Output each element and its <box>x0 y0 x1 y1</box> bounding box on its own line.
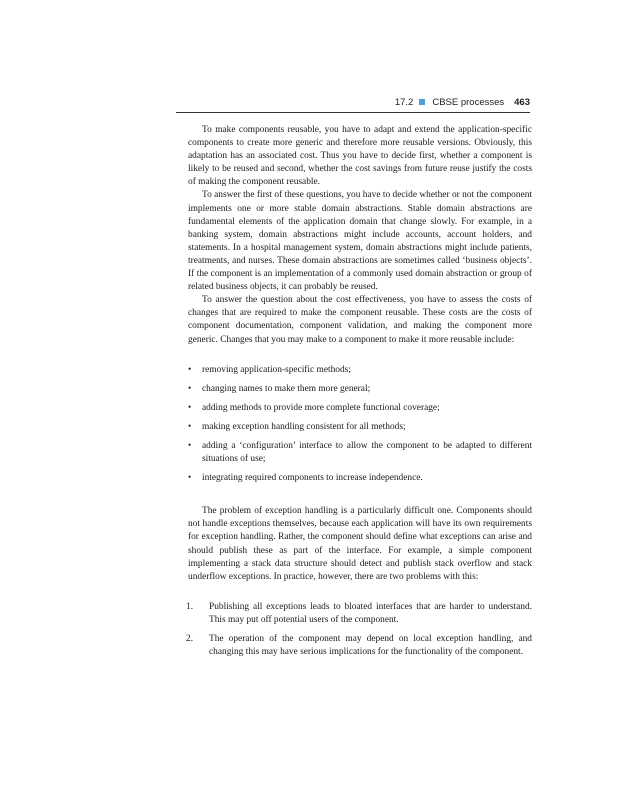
paragraph-domain-abstractions: To answer the first of these questions, you have to decide whether or not the component implements one or more stable domain abstractions. Stable domain abstractions are fundamental elements of the application domain that change slowly. For example, in a banking system, domain abstractions might include accounts, account holders, and statements. In a hospital management system, domain abstractions might include patients, treatments, and nurses. These domain abstractions are sometimes called ‘business objects’. If the component is an implementation of a commonly used domain abstraction or group of related business objects, it can probably be reused. <box>188 190 532 293</box>
list-item-text: removing application-specific methods; <box>202 364 351 375</box>
numbered-item <box>188 601 532 627</box>
list-item <box>188 421 532 434</box>
item-number: 2. <box>186 634 194 644</box>
paragraph-exception-handling: The problem of exception handling is a particularly difficult one. Components should not handle exceptions themselves, because each application will have its own requirements for exception handling. Rather, the component should define what exceptions can arise and should publish these as part of the interface. For example, a simple component implementing a stack data structure should detect and publish stack overflow and stack underflow exceptions. In practice, however, there are two problems with this: <box>188 506 532 582</box>
numbered-item-text: The operation of the component may depend on local exception handling, and changing this may have serious implications for the functionality of the component. <box>209 634 532 658</box>
list-item-text: adding a ‘configuration’ interface to allow the component to be adapted to different situations of use; <box>202 440 532 465</box>
numbered-item-text: Publishing all exceptions leads to bloated interfaces that are harder to understand. This may put off potential users of the component. <box>209 601 532 625</box>
list-item <box>188 402 532 415</box>
bullet-icon: • <box>188 364 192 375</box>
paragraph-cost-effectiveness: To answer the question about the cost effectiveness, you have to assess the costs of changes that are required to make the component reusable. These costs are the costs of component documentation, component validation, and making the component more generic. Changes that you may make to a component to make it more reusable include: <box>188 295 532 345</box>
list-item <box>188 364 532 377</box>
section-title: CBSE processes <box>432 96 505 108</box>
bullet-icon: • <box>188 421 192 432</box>
bullet-icon: • <box>188 440 192 451</box>
reusability-changes-list <box>188 364 532 486</box>
bullet-icon: • <box>188 383 192 394</box>
exception-problems-list <box>188 601 532 659</box>
bullet-icon: • <box>188 473 192 484</box>
list-item-text: making exception handling consistent for all methods; <box>202 421 406 432</box>
section-number: 17.2 <box>394 96 414 108</box>
page-number: 463 <box>514 96 530 108</box>
list-item <box>188 472 532 485</box>
section-marker-square-icon <box>419 99 425 105</box>
list-item <box>188 383 532 396</box>
list-item <box>188 440 532 466</box>
numbered-item <box>188 633 532 659</box>
list-item-text: integrating required components to increase independence. <box>202 473 423 484</box>
list-item-text: changing names to make them more general; <box>202 383 371 394</box>
list-item-text: adding methods to provide more complete functional coverage; <box>202 402 440 413</box>
page-body <box>188 124 532 665</box>
header-rule <box>176 112 530 113</box>
item-number: 1. <box>186 601 194 612</box>
running-head <box>395 95 530 109</box>
bullet-icon: • <box>188 402 192 413</box>
paragraph-reusable-components: To make components reusable, you have to adapt and extend the application-specific components to create more generic and therefore more reusable versions. Obviously, this adaptation has an associated cost. Thus you have to decide first, whether a component is likely to be reused and second, whether the cost savings from future reuse justify the costs of making the component reusable. <box>188 125 532 188</box>
